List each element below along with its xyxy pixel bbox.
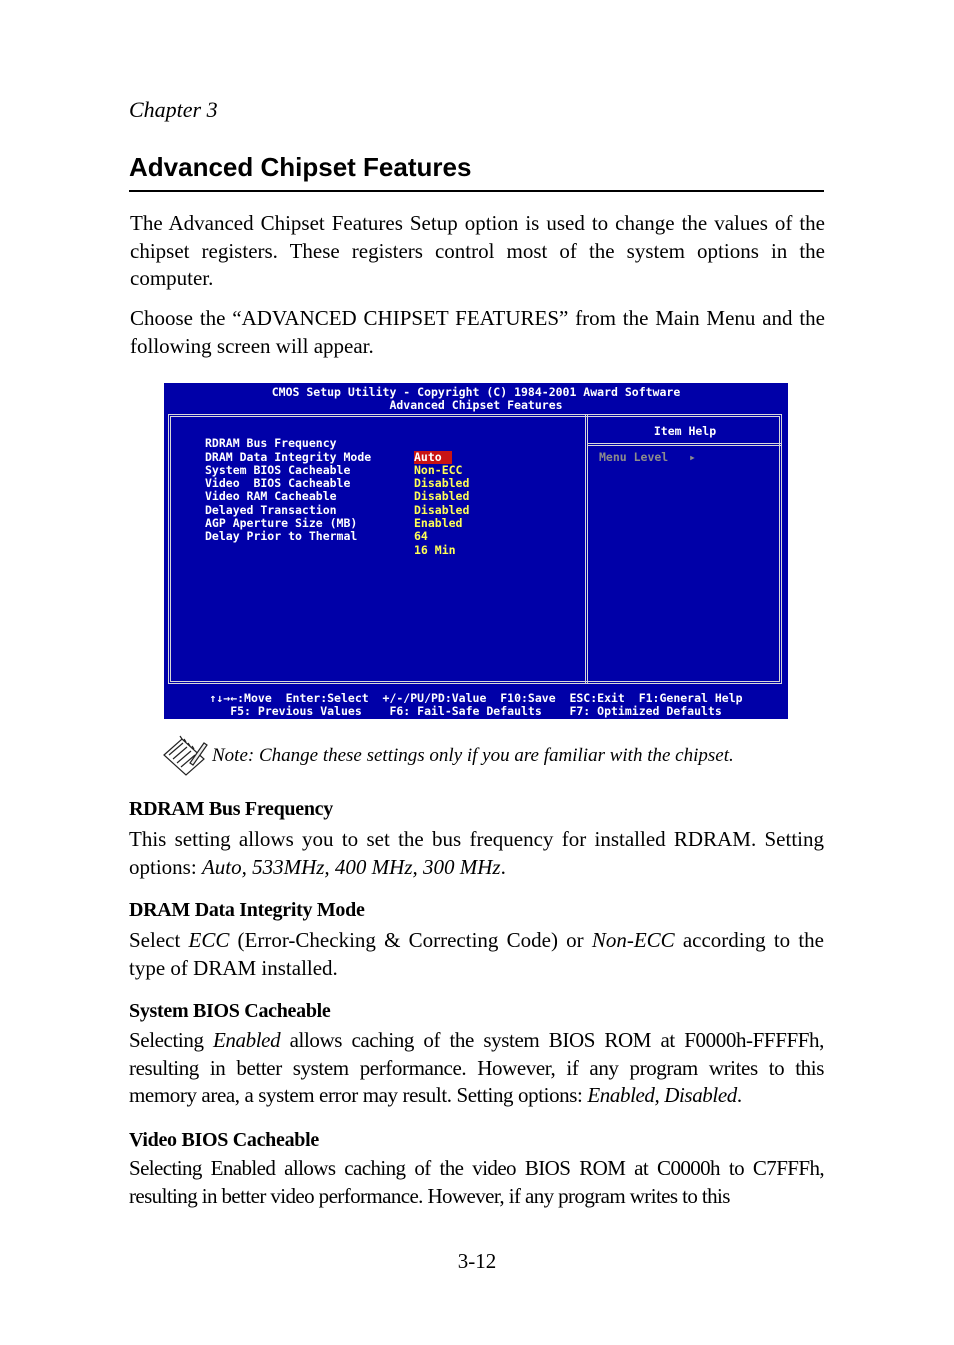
note-pad-icon	[160, 733, 210, 777]
bios-setting-value[interactable]: Non-ECC	[414, 462, 463, 477]
bios-setting-label: System BIOS Cacheable	[205, 462, 351, 477]
bios-setting-value-selected[interactable]: Auto	[414, 451, 452, 464]
note-callout	[160, 733, 840, 777]
bios-header-line2: Advanced Chipset Features	[389, 398, 563, 412]
section-heading-dram: DRAM Data Integrity Mode	[129, 899, 365, 921]
section-body-system-bios: Selecting Enabled allows caching of the system BIOS ROM at F0000h-FFFFFh, resulting in better system performance. However, if any program writes to this memory area, a system error may result. Setting options: Enabled, Disabled.	[129, 1028, 824, 1107]
bios-setting-value[interactable]: 16 Min	[414, 542, 456, 557]
bios-setting-label: RDRAM Bus Frequency	[205, 436, 337, 451]
title-rule	[129, 190, 824, 192]
section-body-rdram: This setting allows you to set the bus frequency for installed RDRAM. Setting options: Auto, 533MHz, 400 MHz, 300 MHz.	[129, 827, 824, 879]
bios-setting-label: Video RAM Cacheable	[205, 489, 337, 504]
section-heading-video-bios: Video BIOS Cacheable	[129, 1129, 319, 1151]
note-text: Note: Change these settings only if you are familiar with the chipset.	[212, 745, 734, 766]
bios-setting-label: Delayed Transaction	[205, 502, 337, 517]
intro-paragraph-2: Choose the “ADVANCED CHIPSET FEATURES” from the Main Menu and the following screen will appear.	[130, 306, 825, 358]
bios-setting-value[interactable]: Enabled	[414, 516, 463, 531]
bios-vertical-divider	[585, 414, 588, 684]
bios-screenshot	[164, 383, 788, 719]
bios-header-line1: CMOS Setup Utility - Copyright (C) 1984-2001 Award Software	[271, 385, 681, 399]
bios-help-divider	[588, 443, 782, 446]
bios-setting-label: AGP Aperture Size (MB)	[205, 516, 358, 531]
bios-item-help-title: Item Help	[653, 424, 717, 438]
bios-setting-value[interactable]: 64	[414, 529, 428, 544]
chapter-label: Chapter 3	[129, 97, 218, 122]
section-heading-rdram: RDRAM Bus Frequency	[129, 798, 333, 820]
bios-setting-value[interactable]: Disabled	[414, 502, 470, 517]
section-body-video-bios: Selecting Enabled allows caching of the video BIOS ROM at C0000h to C7FFFh, resulting in better video performance. However, if any program writes to this	[129, 1156, 824, 1208]
section-body-dram: Select ECC (Error-Checking & Correcting Code) or Non-ECC according to the type of DRAM installed.	[129, 928, 825, 980]
page-title: Advanced Chipset Features	[129, 152, 472, 182]
intro-paragraph-1: The Advanced Chipset Features Setup option is used to change the values of the chipset registers. These registers control most of the system options in the computer.	[130, 211, 825, 290]
bios-menu-level: Menu Level ▸	[599, 450, 696, 464]
bios-settings-list	[205, 424, 470, 557]
bios-footer-line2: F5: Previous Values F6: Fail-Safe Defaults F7: Optimized Defaults	[230, 704, 722, 718]
page-number: 3-12	[457, 1249, 497, 1273]
bios-setting-label: Video BIOS Cacheable	[205, 476, 351, 491]
bios-setting-label: Delay Prior to Thermal	[205, 529, 358, 544]
bios-setting-label: DRAM Data Integrity Mode	[205, 449, 372, 464]
bios-setting-value[interactable]: Disabled	[414, 476, 470, 491]
section-heading-system-bios: System BIOS Cacheable	[129, 1000, 331, 1022]
bios-footer-line1: ↑↓→←:Move Enter:Select +/-/PU/PD:Value F10:Save ESC:Exit F1:General Help	[209, 691, 743, 705]
bios-setting-value[interactable]: Disabled	[414, 489, 470, 504]
